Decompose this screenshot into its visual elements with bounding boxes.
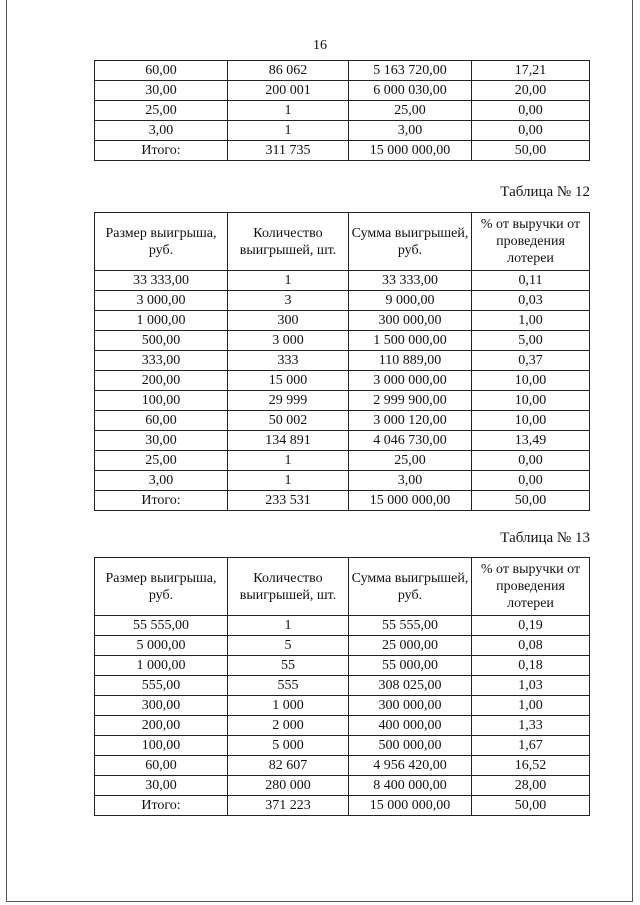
table-cell: 15 000 000,00 bbox=[349, 141, 472, 161]
table-cell: 50,00 bbox=[472, 796, 590, 816]
table-cell: 200 001 bbox=[228, 81, 349, 101]
table-cell: 29 999 bbox=[228, 391, 349, 411]
page-number: 16 bbox=[313, 38, 327, 53]
table-cell: 60,00 bbox=[95, 756, 228, 776]
table-row bbox=[95, 756, 590, 776]
table-row bbox=[95, 471, 590, 491]
table-row bbox=[95, 676, 590, 696]
column-header: Количество выигрышей, шт. bbox=[228, 558, 349, 616]
table-cell: 134 891 bbox=[228, 431, 349, 451]
table-cell: 1 bbox=[228, 271, 349, 291]
table-cell: 25,00 bbox=[95, 101, 228, 121]
table-cell: 1 bbox=[228, 471, 349, 491]
table-row bbox=[95, 636, 590, 656]
table-cell: 1 000,00 bbox=[95, 311, 228, 331]
column-header: Сумма выигрышей, руб. bbox=[349, 213, 472, 271]
table-cell: 5 000,00 bbox=[95, 636, 228, 656]
table-cell: 28,00 bbox=[472, 776, 590, 796]
table-cell: 10,00 bbox=[472, 391, 590, 411]
table-cell: 400 000,00 bbox=[349, 716, 472, 736]
table-cell: 300 bbox=[228, 311, 349, 331]
table-cell: 86 062 bbox=[228, 61, 349, 81]
table-cell: 1,00 bbox=[472, 311, 590, 331]
table-cell: 20,00 bbox=[472, 81, 590, 101]
table-cell: 1 bbox=[228, 451, 349, 471]
table-cell: 100,00 bbox=[95, 391, 228, 411]
table-row bbox=[95, 696, 590, 716]
table-cell: 2 999 900,00 bbox=[349, 391, 472, 411]
table-row bbox=[95, 331, 590, 351]
table-cell: 6 000 030,00 bbox=[349, 81, 472, 101]
table-row bbox=[95, 716, 590, 736]
column-header: Количество выигрышей, шт. bbox=[228, 213, 349, 271]
table-cell: 3,00 bbox=[95, 121, 228, 141]
table-cell: 33 333,00 bbox=[349, 271, 472, 291]
table-cell: 10,00 bbox=[472, 411, 590, 431]
table-cell: 3,00 bbox=[349, 471, 472, 491]
column-header: Сумма выигрышей, руб. bbox=[349, 558, 472, 616]
table-row bbox=[95, 81, 590, 101]
table-cell: 55 bbox=[228, 656, 349, 676]
table-cell: 5 bbox=[228, 636, 349, 656]
table-row bbox=[95, 776, 590, 796]
table-cell: 10,00 bbox=[472, 371, 590, 391]
table-row bbox=[95, 736, 590, 756]
table-cell: 82 607 bbox=[228, 756, 349, 776]
table-cell: 0,00 bbox=[472, 121, 590, 141]
table-cell: 1 bbox=[228, 616, 349, 636]
table-cell: 0,03 bbox=[472, 291, 590, 311]
table-cell: 1,67 bbox=[472, 736, 590, 756]
table-row bbox=[95, 371, 590, 391]
table-cell: 33 333,00 bbox=[95, 271, 228, 291]
table-cell: 371 223 bbox=[228, 796, 349, 816]
table-row bbox=[95, 271, 590, 291]
table-row bbox=[95, 391, 590, 411]
table-row bbox=[95, 451, 590, 471]
table-cell: 30,00 bbox=[95, 81, 228, 101]
table-cell: 1 000 bbox=[228, 696, 349, 716]
table-cell: 60,00 bbox=[95, 411, 228, 431]
table-cell: 5 000 bbox=[228, 736, 349, 756]
table-cell: 3,00 bbox=[349, 121, 472, 141]
table-cell: 300 000,00 bbox=[349, 696, 472, 716]
table-cell: 1 bbox=[228, 101, 349, 121]
table-cell: 0,11 bbox=[472, 271, 590, 291]
table-cell: 0,00 bbox=[472, 451, 590, 471]
table-cell: 3 000 bbox=[228, 331, 349, 351]
table-cell: 110 889,00 bbox=[349, 351, 472, 371]
table-cell: 1,00 bbox=[472, 696, 590, 716]
table-11-continuation bbox=[94, 60, 590, 161]
table-cell: 60,00 bbox=[95, 61, 228, 81]
table-cell: 4 956 420,00 bbox=[349, 756, 472, 776]
table-cell: 0,18 bbox=[472, 656, 590, 676]
table-cell: 0,19 bbox=[472, 616, 590, 636]
table-cell: 300 000,00 bbox=[349, 311, 472, 331]
table-cell: 500 000,00 bbox=[349, 736, 472, 756]
table-row bbox=[95, 616, 590, 636]
table-12 bbox=[94, 212, 590, 511]
table-row bbox=[95, 311, 590, 331]
table-cell: 1 000,00 bbox=[95, 656, 228, 676]
table-row bbox=[95, 291, 590, 311]
table-cell: 300,00 bbox=[95, 696, 228, 716]
table-cell: 555,00 bbox=[95, 676, 228, 696]
header-row bbox=[95, 213, 590, 271]
column-header: Размер выигрыша, руб. bbox=[95, 213, 228, 271]
table-cell: 4 046 730,00 bbox=[349, 431, 472, 451]
table-cell: 555 bbox=[228, 676, 349, 696]
table-cell: 55 555,00 bbox=[95, 616, 228, 636]
table-row bbox=[95, 656, 590, 676]
column-header: % от выручки от проведения лотереи bbox=[472, 213, 590, 271]
table-cell: 1,03 bbox=[472, 676, 590, 696]
column-header: Размер выигрыша, руб. bbox=[95, 558, 228, 616]
table-cell: 55 555,00 bbox=[349, 616, 472, 636]
table-cell: 1 500 000,00 bbox=[349, 331, 472, 351]
table-cell: 15 000 000,00 bbox=[349, 491, 472, 511]
table-cell: 3 000 120,00 bbox=[349, 411, 472, 431]
table-cell: 15 000 bbox=[228, 371, 349, 391]
table-cell: 311 735 bbox=[228, 141, 349, 161]
table-cell: 1 bbox=[228, 121, 349, 141]
table-cell: Итого: bbox=[95, 491, 228, 511]
table-row bbox=[95, 121, 590, 141]
header-row bbox=[95, 558, 590, 616]
table-row bbox=[95, 411, 590, 431]
column-header: % от выручки от проведения лотереи bbox=[472, 558, 590, 616]
table-cell: 15 000 000,00 bbox=[349, 796, 472, 816]
table-cell: 200,00 bbox=[95, 371, 228, 391]
table-cell: 5,00 bbox=[472, 331, 590, 351]
table-cell: 50,00 bbox=[472, 141, 590, 161]
table-cell: 2 000 bbox=[228, 716, 349, 736]
total-row bbox=[95, 796, 590, 816]
table-cell: 3 000,00 bbox=[95, 291, 228, 311]
table-cell: 30,00 bbox=[95, 776, 228, 796]
table-cell: 3 bbox=[228, 291, 349, 311]
total-row bbox=[95, 491, 590, 511]
table-cell: 9 000,00 bbox=[349, 291, 472, 311]
table-cell: 16,52 bbox=[472, 756, 590, 776]
table-cell: 233 531 bbox=[228, 491, 349, 511]
table-cell: Итого: bbox=[95, 796, 228, 816]
table-row bbox=[95, 431, 590, 451]
table-cell: 0,08 bbox=[472, 636, 590, 656]
table-13-caption: Таблица № 13 bbox=[500, 530, 590, 546]
table-cell: 30,00 bbox=[95, 431, 228, 451]
table-row bbox=[95, 351, 590, 371]
table-cell: 0,37 bbox=[472, 351, 590, 371]
table-cell: 0,00 bbox=[472, 101, 590, 121]
table-cell: 333,00 bbox=[95, 351, 228, 371]
table-cell: 17,21 bbox=[472, 61, 590, 81]
table-cell: 25,00 bbox=[95, 451, 228, 471]
total-row bbox=[95, 141, 590, 161]
table-cell: 3,00 bbox=[95, 471, 228, 491]
table-cell: 333 bbox=[228, 351, 349, 371]
table-cell: 5 163 720,00 bbox=[349, 61, 472, 81]
table-cell: 1,33 bbox=[472, 716, 590, 736]
table-cell: 25 000,00 bbox=[349, 636, 472, 656]
table-row bbox=[95, 61, 590, 81]
table-cell: 280 000 bbox=[228, 776, 349, 796]
table-cell: 55 000,00 bbox=[349, 656, 472, 676]
table-cell: 0,00 bbox=[472, 471, 590, 491]
table-cell: 13,49 bbox=[472, 431, 590, 451]
table-cell: 25,00 bbox=[349, 101, 472, 121]
table-13 bbox=[94, 557, 590, 816]
table-cell: 100,00 bbox=[95, 736, 228, 756]
table-cell: 200,00 bbox=[95, 716, 228, 736]
table-row bbox=[95, 101, 590, 121]
table-cell: 308 025,00 bbox=[349, 676, 472, 696]
table-cell: 8 400 000,00 bbox=[349, 776, 472, 796]
table-cell: Итого: bbox=[95, 141, 228, 161]
table-cell: 25,00 bbox=[349, 451, 472, 471]
table-cell: 50,00 bbox=[472, 491, 590, 511]
table-cell: 500,00 bbox=[95, 331, 228, 351]
table-cell: 50 002 bbox=[228, 411, 349, 431]
table-cell: 3 000 000,00 bbox=[349, 371, 472, 391]
table-12-caption: Таблица № 12 bbox=[500, 184, 590, 200]
